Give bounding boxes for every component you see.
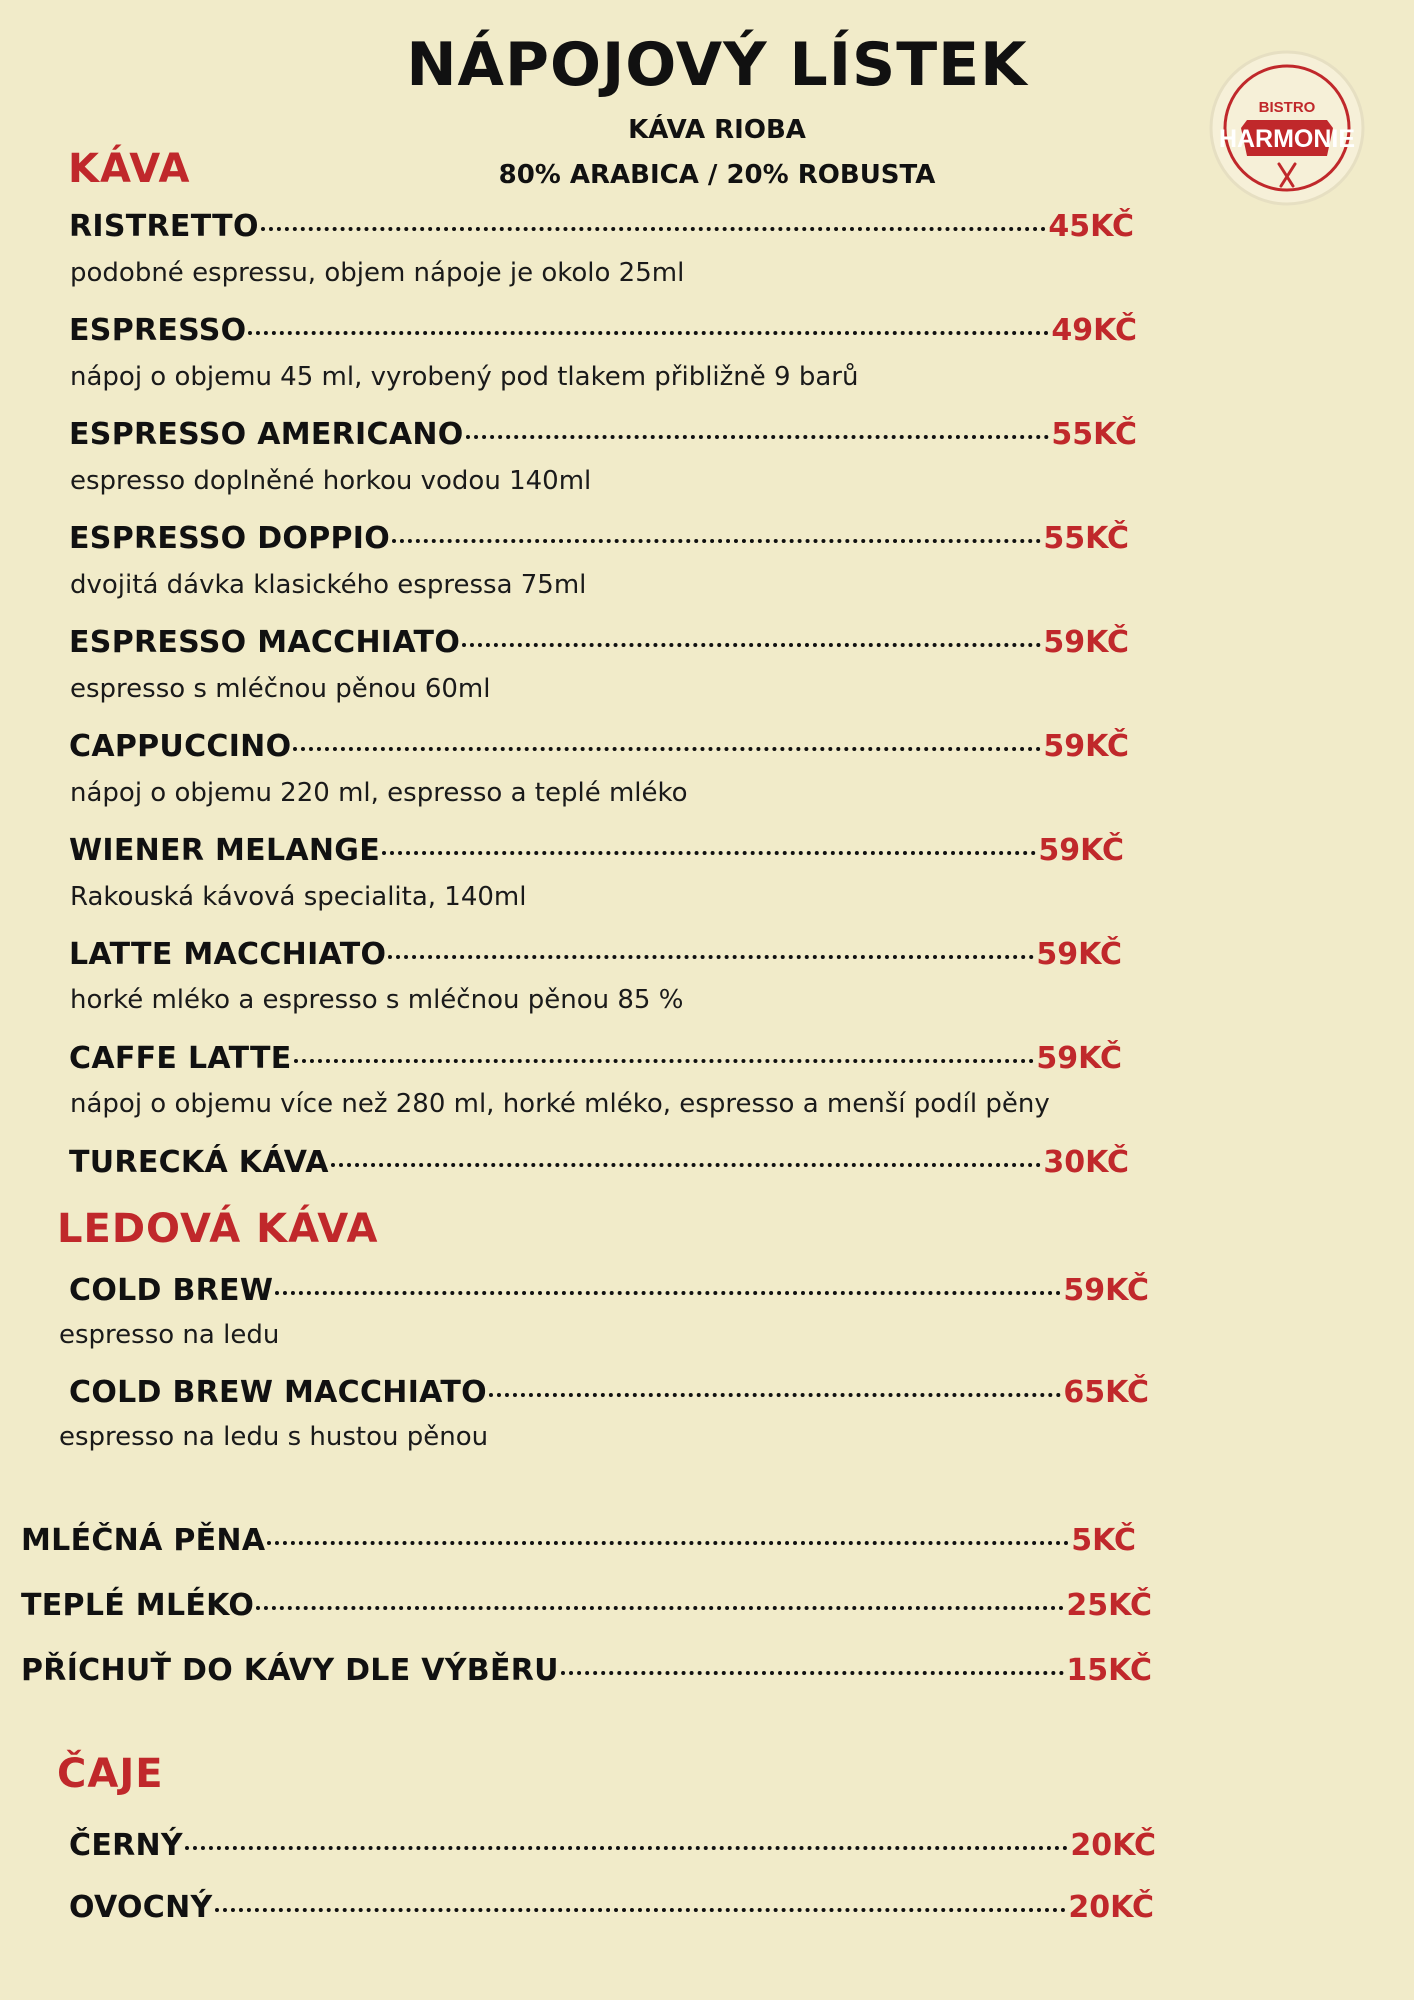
dot-leader <box>489 1393 1061 1397</box>
menu-item-turecka-kava <box>69 1145 1129 1180</box>
item-price: 59KČ <box>1043 729 1129 764</box>
item-description: podobné espressu, objem nápoje je okolo 25ml <box>70 258 685 288</box>
menu-item-espresso <box>69 313 1137 348</box>
item-name: WIENER MELANGE <box>69 833 380 868</box>
dot-leader <box>256 1606 1064 1610</box>
item-price: 45KČ <box>1048 209 1134 244</box>
section-title-caje: ČAJE <box>57 1751 164 1797</box>
menu-item-latte-macchiato <box>69 937 1122 972</box>
dot-leader <box>261 227 1047 231</box>
item-name: TURECKÁ KÁVA <box>69 1145 329 1180</box>
menu-item-teple-mleko <box>21 1588 1152 1623</box>
menu-item-caffe-latte <box>69 1041 1122 1076</box>
item-name: PŘÍCHUŤ DO KÁVY DLE VÝBĚRU <box>21 1653 559 1688</box>
dot-leader <box>466 435 1050 439</box>
item-name: TEPLÉ MLÉKO <box>21 1588 255 1623</box>
item-price: 25KČ <box>1066 1588 1152 1623</box>
item-price: 65KČ <box>1063 1375 1149 1410</box>
menu-item-espresso-americano <box>69 417 1137 452</box>
page-title: NÁPOJOVÝ LÍSTEK <box>406 30 1028 100</box>
menu-item-espresso-doppio <box>69 521 1129 556</box>
dot-leader <box>185 1846 1068 1850</box>
item-name: ESPRESSO MACCHIATO <box>69 625 461 660</box>
item-name: ESPRESSO DOPPIO <box>69 521 391 556</box>
menu-item-prichut <box>21 1653 1152 1688</box>
menu-item-wiener-melange <box>69 833 1124 868</box>
item-price: 49KČ <box>1051 313 1137 348</box>
item-description: nápoj o objemu 220 ml, espresso a teplé mléko <box>70 778 688 808</box>
menu-item-cerny <box>69 1828 1156 1863</box>
item-price: 20KČ <box>1070 1828 1156 1863</box>
item-description: dvojitá dávka klasického espressa 75ml <box>70 570 587 600</box>
item-price: 5KČ <box>1071 1523 1136 1558</box>
menu-item-mlecna-pena <box>21 1523 1136 1558</box>
dot-leader <box>388 955 1034 959</box>
item-price: 55KČ <box>1051 417 1137 452</box>
item-name: MLÉČNÁ PĚNA <box>21 1523 266 1558</box>
item-name: CAFFE LATTE <box>69 1041 292 1076</box>
item-name: ESPRESSO <box>69 313 247 348</box>
item-name: LATTE MACCHIATO <box>69 937 387 972</box>
item-description: espresso doplněné horkou vodou 140ml <box>70 466 592 496</box>
dot-leader <box>215 1908 1067 1912</box>
dot-leader <box>275 1291 1061 1295</box>
menu-item-cold-brew-macchiato <box>69 1375 1149 1410</box>
dot-leader <box>248 331 1049 335</box>
item-price: 59KČ <box>1036 1041 1122 1076</box>
item-price: 59KČ <box>1036 937 1122 972</box>
dot-leader <box>462 643 1041 647</box>
logo-top-text: BISTRO <box>1258 99 1316 116</box>
item-price: 59KČ <box>1063 1273 1149 1308</box>
item-name: COLD BREW MACCHIATO <box>69 1375 487 1410</box>
item-name: ESPRESSO AMERICANO <box>69 417 464 452</box>
item-description: espresso s mléčnou pěnou 60ml <box>70 674 491 704</box>
dot-leader <box>267 1541 1069 1545</box>
coffee-blend-subtitle: 80% ARABICA / 20% ROBUSTA <box>498 160 936 190</box>
item-name: ČERNÝ <box>69 1828 183 1863</box>
section-title-ledova-kava: LEDOVÁ KÁVA <box>57 1206 379 1252</box>
menu-item-ovocny <box>69 1890 1154 1925</box>
menu-item-ristretto <box>69 209 1134 244</box>
dot-leader <box>331 1163 1042 1167</box>
item-price: 15KČ <box>1066 1653 1152 1688</box>
item-description: horké mléko a espresso s mléčnou pěnou 85 % <box>70 985 684 1015</box>
item-name: COLD BREW <box>69 1273 274 1308</box>
item-price: 30KČ <box>1043 1145 1129 1180</box>
item-description: espresso na ledu <box>59 1320 280 1350</box>
dot-leader <box>561 1671 1065 1675</box>
item-name: OVOCNÝ <box>69 1890 213 1925</box>
menu-item-cappuccino <box>69 729 1129 764</box>
item-description: espresso na ledu s hustou pěnou <box>59 1422 489 1452</box>
item-description: nápoj o objemu více než 280 ml, horké mléko, espresso a menší podíl pěny <box>70 1089 1050 1119</box>
item-description: Rakouská kávová specialita, 140ml <box>70 882 527 912</box>
item-description: nápoj o objemu 45 ml, vyrobený pod tlakem přibližně 9 barů <box>70 362 859 392</box>
dot-leader <box>382 851 1036 855</box>
item-price: 59KČ <box>1043 625 1129 660</box>
item-price: 59KČ <box>1038 833 1124 868</box>
bistro-harmonie-logo <box>1207 48 1367 208</box>
dot-leader <box>294 1059 1035 1063</box>
item-name: RISTRETTO <box>69 209 259 244</box>
section-title-kava: KÁVA <box>68 146 191 192</box>
logo-main-text: HARMONIE <box>1218 125 1356 153</box>
menu-item-cold-brew <box>69 1273 1149 1308</box>
coffee-brand-subtitle: KÁVA RIOBA <box>628 115 806 145</box>
dot-leader <box>392 539 1041 543</box>
menu-item-espresso-macchiato <box>69 625 1129 660</box>
item-price: 55KČ <box>1043 521 1129 556</box>
item-price: 20KČ <box>1068 1890 1154 1925</box>
item-name: CAPPUCCINO <box>69 729 292 764</box>
dot-leader <box>293 747 1041 751</box>
